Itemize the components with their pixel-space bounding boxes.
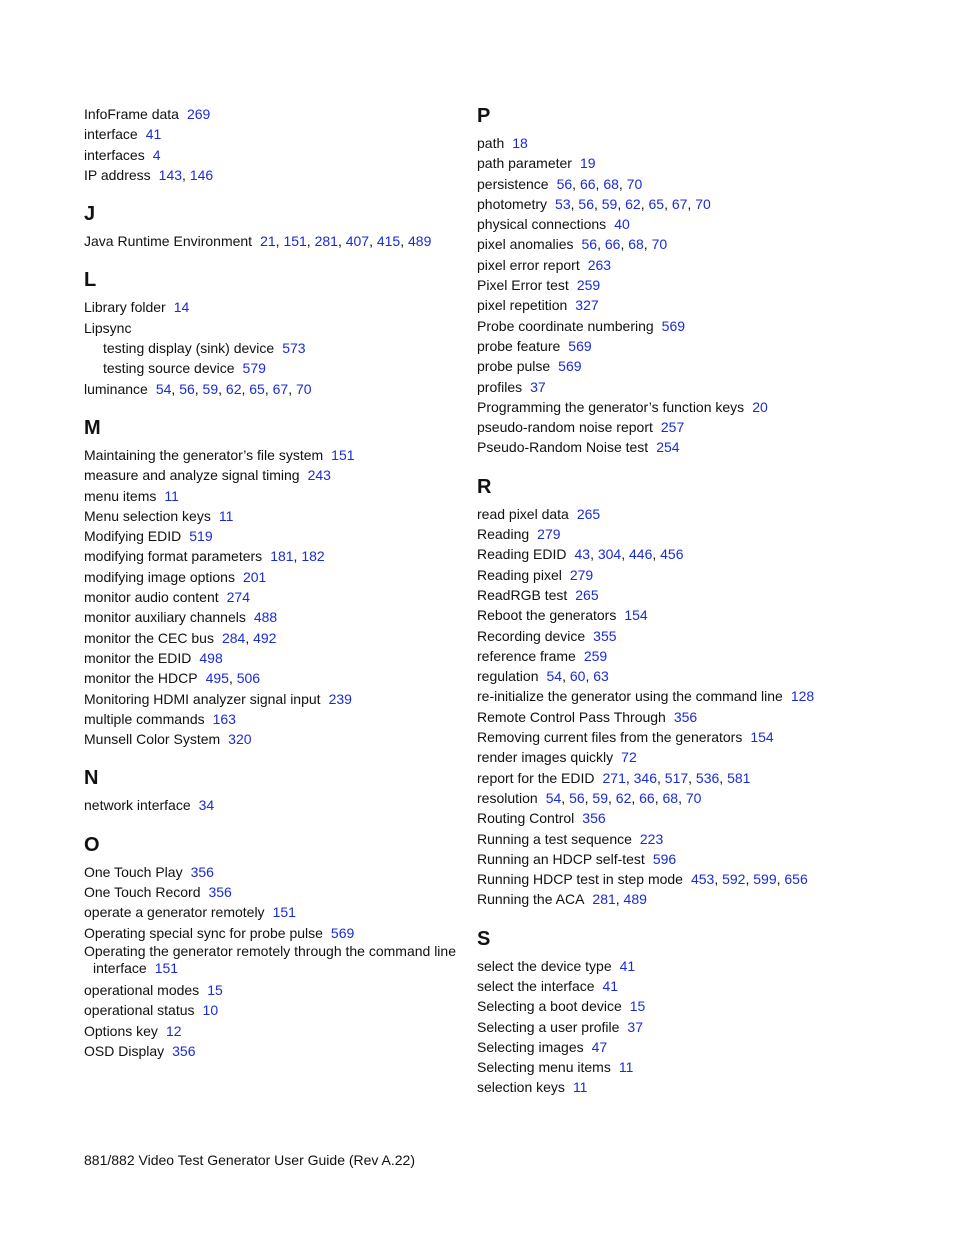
page-link[interactable]: 151: [283, 233, 307, 250]
index-term: ReadRGB test: [477, 586, 568, 603]
index-entry: [84, 526, 464, 546]
index-entry: [477, 1077, 877, 1097]
index-term: modifying image options: [84, 568, 235, 585]
index-term: probe feature: [477, 337, 561, 354]
page-link[interactable]: 72: [621, 749, 637, 766]
index-entry: [84, 729, 464, 749]
index-entry: [477, 133, 877, 153]
page-link[interactable]: 66: [579, 175, 596, 192]
page-link[interactable]: 11: [218, 507, 234, 524]
page-link[interactable]: 68: [628, 236, 644, 253]
page-link[interactable]: 11: [164, 487, 179, 504]
page-link[interactable]: 65: [648, 195, 665, 212]
page-link[interactable]: 356: [172, 1042, 196, 1059]
index-term: Reading EDID: [477, 546, 567, 563]
index-term: select the interface: [477, 977, 595, 994]
index-entry: photometry 53, 56, 59, 62, 65, 67, 70: [477, 195, 711, 212]
page-link[interactable]: 239: [328, 690, 352, 707]
page-link[interactable]: 56: [179, 380, 195, 397]
index-term: persistence: [477, 175, 549, 192]
page-link[interactable]: 269: [186, 106, 211, 122]
index-entry: [477, 417, 877, 437]
index-entry: Running HDCP test in step mode 453, 592, 599, 656: [477, 871, 808, 888]
page-link[interactable]: 70: [295, 380, 312, 397]
page-link[interactable]: 356: [582, 810, 606, 827]
index-entry: [84, 486, 464, 506]
page-link[interactable]: 59: [592, 789, 608, 806]
index-entry: [477, 727, 877, 747]
index-entry: IP address 143, 146: [84, 166, 214, 183]
page-link[interactable]: 15: [629, 998, 646, 1015]
page-link[interactable]: 257: [660, 419, 685, 436]
index-term: Reading: [477, 526, 530, 543]
page-link[interactable]: 453: [690, 871, 715, 888]
index-term: measure and analyze signal timing: [84, 467, 300, 484]
page-link[interactable]: 304: [597, 546, 622, 563]
index-entry: monitor the HDCP 495, 506: [84, 670, 261, 687]
page-link[interactable]: 274: [226, 589, 250, 606]
index-term: Modifying EDID: [84, 528, 182, 545]
index-entry: [477, 336, 877, 356]
index-term: monitor the HDCP: [84, 670, 198, 687]
index-term: multiple commands: [84, 710, 205, 727]
page-link[interactable]: 63: [593, 668, 609, 685]
index-entry: [84, 689, 464, 709]
index-term: reference frame: [477, 647, 576, 664]
page-link[interactable]: 407: [345, 233, 370, 250]
page-link[interactable]: 281: [592, 891, 616, 908]
index-entry: [84, 297, 464, 317]
index-term: Selecting menu items: [477, 1059, 611, 1076]
page-link[interactable]: 281: [314, 233, 338, 250]
page-link[interactable]: 56: [569, 789, 585, 806]
page-link[interactable]: 54: [545, 789, 562, 806]
page-link[interactable]: 62: [625, 195, 641, 212]
index-term: Selecting a boot device: [477, 998, 622, 1015]
index-entry: [84, 145, 464, 165]
index-entry: [84, 795, 464, 815]
index-term: resolution: [477, 789, 538, 806]
page-link[interactable]: 259: [576, 277, 601, 294]
index-term: OSD Display: [84, 1042, 165, 1059]
index-term: Programming the generator’s function keys: [477, 398, 745, 415]
index-term: modifying format parameters: [84, 548, 263, 565]
page-link[interactable]: 151: [154, 959, 179, 976]
page-link[interactable]: 581: [727, 769, 751, 786]
index-entry: [477, 275, 877, 295]
page-link[interactable]: 41: [619, 957, 636, 974]
index-letter-j: J: [84, 203, 96, 226]
page-link[interactable]: 60: [569, 668, 586, 685]
index-entry: [477, 585, 877, 605]
page-link[interactable]: 356: [673, 708, 698, 725]
index-entry: [84, 567, 464, 587]
page-link[interactable]: 43: [574, 546, 591, 563]
index-entry: [84, 648, 464, 668]
page-link[interactable]: 279: [537, 526, 561, 543]
index-term: Monitoring HDMI analyzer signal input: [84, 690, 321, 707]
index-entry: [477, 437, 877, 457]
index-entry: [84, 923, 464, 943]
page-link[interactable]: 54: [155, 380, 172, 397]
index-term: pixel repetition: [477, 297, 568, 314]
page-link[interactable]: 70: [651, 236, 668, 253]
page-footer: 881/882 Video Test Generator User Guide (Rev A.22): [84, 1152, 416, 1168]
index-entry: [477, 397, 877, 417]
page-link[interactable]: 70: [695, 195, 711, 212]
index-entry: [477, 747, 877, 767]
index-entry: [84, 104, 464, 124]
page-link[interactable]: 56: [581, 236, 598, 253]
page-link[interactable]: 492: [253, 629, 277, 646]
index-term: Running HDCP test in step mode: [477, 871, 683, 888]
page-link[interactable]: 11: [572, 1079, 588, 1096]
index-letter-r: R: [477, 475, 492, 498]
index-entry: [477, 808, 877, 828]
page-link[interactable]: 68: [603, 175, 619, 192]
page-link[interactable]: 320: [228, 731, 252, 748]
index-entry: [84, 882, 464, 902]
index-term: Reading pixel: [477, 566, 562, 583]
index-term: report for the EDID: [477, 769, 595, 786]
page-link[interactable]: 56: [578, 195, 594, 212]
index-term: pseudo-random noise report: [477, 419, 653, 436]
index-entry: [84, 358, 464, 378]
index-term: path: [477, 135, 505, 151]
page-link[interactable]: 415: [376, 233, 401, 250]
page-link[interactable]: 346: [633, 769, 657, 786]
index-term: Operating the generator remotely through the command line interface: [84, 942, 456, 976]
page-link[interactable]: 573: [282, 340, 306, 357]
index-entry: monitor the CEC bus 284, 492: [84, 629, 277, 646]
page-link[interactable]: 18: [512, 135, 528, 151]
index-entry: [477, 524, 877, 544]
index-entry: [477, 295, 877, 315]
page-link[interactable]: 53: [555, 195, 571, 212]
index-term: interfaces: [84, 146, 145, 163]
page-link[interactable]: 37: [530, 378, 546, 395]
page-link[interactable]: 10: [202, 1002, 219, 1019]
index-term: Recording device: [477, 627, 586, 644]
index-entry: [477, 565, 877, 585]
page-link[interactable]: 59: [202, 380, 219, 397]
page-link[interactable]: 62: [615, 789, 632, 806]
index-entry: resolution 54, 56, 59, 62, 66, 68, 70: [477, 789, 702, 806]
index-term: One Touch Record: [84, 884, 201, 901]
page-link[interactable]: 21: [260, 233, 276, 250]
index-entry: report for the EDID 271, 346, 517, 536, 581: [477, 769, 751, 786]
page-link[interactable]: 223: [639, 830, 664, 847]
page-link[interactable]: 14: [173, 299, 190, 316]
index-entry: [477, 626, 877, 646]
index-term: photometry: [477, 195, 548, 212]
index-term: menu items: [84, 487, 157, 504]
page-link[interactable]: 446: [629, 546, 653, 563]
page-link[interactable]: 20: [752, 398, 768, 415]
index-term: Reboot the generators: [477, 607, 617, 624]
page-link[interactable]: 19: [579, 155, 596, 172]
index-entry: [84, 465, 464, 485]
page-link[interactable]: 41: [145, 126, 162, 143]
page-link[interactable]: 656: [784, 871, 808, 888]
page-link[interactable]: 536: [695, 769, 720, 786]
page-link[interactable]: 11: [618, 1059, 634, 1076]
page-link[interactable]: 151: [272, 904, 296, 921]
page-link[interactable]: 56: [556, 175, 573, 192]
index-term: luminance: [84, 380, 148, 397]
index-entry: [84, 709, 464, 729]
index-entry: [477, 1017, 877, 1037]
index-term: Maintaining the generator’s file system: [84, 446, 324, 463]
page-link[interactable]: 579: [242, 360, 266, 377]
index-term: monitor the CEC bus: [84, 629, 214, 646]
index-entry: [84, 338, 464, 358]
page-link[interactable]: 489: [408, 233, 432, 250]
index-term: operational modes: [84, 981, 200, 998]
index-entry: [84, 1000, 464, 1020]
index-column-right: [477, 104, 877, 1098]
page-link[interactable]: 66: [639, 789, 655, 806]
index-entry: [477, 1037, 877, 1057]
index-entry: [477, 605, 877, 625]
index-entry: Running the ACA 281, 489: [477, 891, 647, 908]
index-entry: [477, 976, 877, 996]
page-link[interactable]: 569: [330, 924, 355, 941]
index-term: Running the ACA: [477, 891, 585, 908]
index-term: testing display (sink) device: [103, 340, 275, 357]
index-term: monitor audio content: [84, 589, 219, 606]
index-entry: Java Runtime Environment 21, 151, 281, 407, 415, 489: [84, 233, 432, 250]
index-entry: [84, 445, 464, 465]
page-link[interactable]: 259: [583, 647, 608, 664]
index-entry: [477, 504, 877, 524]
page-link[interactable]: 15: [207, 981, 223, 998]
index-entry: [477, 356, 877, 376]
index-letter-n: N: [84, 767, 99, 790]
page-link[interactable]: 569: [558, 358, 582, 375]
index-term: Pixel Error test: [477, 277, 569, 294]
index-term: Remote Control Pass Through: [477, 708, 666, 725]
page-link[interactable]: 488: [253, 609, 278, 626]
index-term: Library folder: [84, 299, 166, 316]
index-term: Lipsync: [84, 319, 132, 336]
index-letter-p: P: [477, 105, 491, 127]
index-term: Selecting a user profile: [477, 1018, 620, 1035]
index-entry: luminance 54, 56, 59, 62, 65, 67, 70: [84, 380, 312, 397]
page-link[interactable]: 62: [225, 380, 242, 397]
page-link[interactable]: 279: [569, 566, 594, 583]
index-term: render images quickly: [477, 749, 614, 766]
index-entry: modifying format parameters 181, 182: [84, 548, 325, 565]
page-link[interactable]: 265: [576, 505, 601, 522]
index-entry: [84, 943, 464, 977]
index-term: operate a generator remotely: [84, 904, 265, 921]
index-term: path parameter: [477, 155, 572, 172]
page-link[interactable]: 498: [199, 649, 223, 666]
page-link[interactable]: 355: [593, 627, 617, 644]
page-link[interactable]: 495: [205, 670, 229, 687]
page-link[interactable]: 154: [750, 729, 774, 746]
index-entry: [477, 829, 877, 849]
index-term: Munsell Color System: [84, 731, 221, 748]
page-link[interactable]: 34: [198, 797, 215, 814]
page-link[interactable]: 146: [189, 166, 214, 183]
index-term: network interface: [84, 797, 191, 814]
index-entry: [84, 506, 464, 526]
index-entry: [84, 1021, 464, 1041]
index-term: operational status: [84, 1002, 195, 1019]
page-link[interactable]: 54: [546, 668, 563, 685]
index-entry: [84, 902, 464, 922]
page-link[interactable]: 201: [242, 568, 267, 585]
page-link[interactable]: 128: [790, 688, 815, 705]
index-entry: [477, 707, 877, 727]
index-term: IP address: [84, 166, 151, 183]
page-link[interactable]: 59: [601, 195, 618, 212]
page-link[interactable]: 596: [652, 850, 677, 867]
index-letter-l: L: [84, 269, 97, 292]
index-term: InfoFrame data: [84, 106, 179, 122]
index-entry: [477, 214, 877, 234]
index-term: Routing Control: [477, 810, 575, 827]
page-link[interactable]: 181: [270, 548, 294, 565]
index-term: read pixel data: [477, 505, 569, 522]
index-term: monitor auxiliary channels: [84, 609, 246, 626]
index-entry: [477, 956, 877, 976]
page-link[interactable]: 284: [221, 629, 246, 646]
index-term: pixel error report: [477, 256, 580, 273]
index-term: testing source device: [103, 360, 235, 377]
index-entry: [477, 1057, 877, 1077]
page-link[interactable]: 47: [591, 1038, 608, 1055]
index-term: Running a test sequence: [477, 830, 632, 847]
index-term: Probe coordinate numbering: [477, 317, 654, 334]
page-link[interactable]: 356: [208, 884, 232, 901]
page-link[interactable]: 68: [662, 789, 679, 806]
index-term: selection keys: [477, 1079, 565, 1096]
page-link[interactable]: 599: [753, 871, 777, 888]
page-link[interactable]: 70: [626, 175, 643, 192]
page-link[interactable]: 37: [627, 1018, 643, 1035]
page-link[interactable]: 4: [152, 146, 161, 163]
index-entry: Reading EDID 43, 304, 446, 456: [477, 546, 684, 563]
index-term: Running an HDCP self-test: [477, 850, 645, 867]
index-term: Menu selection keys: [84, 507, 211, 524]
page-link[interactable]: 151: [331, 446, 355, 463]
index-term: Removing current files from the generators: [477, 729, 743, 746]
index-term: pixel anomalies: [477, 236, 574, 253]
index-term: probe pulse: [477, 358, 551, 375]
index-letter-s: S: [477, 927, 491, 950]
index-column-left: [84, 104, 464, 1061]
index-entry: [477, 996, 877, 1016]
index-term: Selecting images: [477, 1038, 584, 1055]
index-entry: [84, 318, 464, 338]
page-link[interactable]: 519: [189, 528, 213, 545]
index-entry: persistence 56, 66, 68, 70: [477, 175, 643, 192]
index-entry: [84, 587, 464, 607]
page-link[interactable]: 263: [587, 256, 612, 273]
page-link[interactable]: 506: [236, 670, 261, 687]
index-term: Pseudo-Random Noise test: [477, 439, 649, 456]
page-link[interactable]: 67: [272, 380, 289, 397]
page-link[interactable]: 163: [212, 710, 236, 727]
page-link[interactable]: 41: [602, 977, 619, 994]
index-entry: [477, 153, 877, 173]
index-entry: [477, 316, 877, 336]
page-link[interactable]: 517: [664, 769, 689, 786]
index-entry: [84, 862, 464, 882]
page-link[interactable]: 265: [575, 586, 599, 603]
index-term: regulation: [477, 668, 539, 685]
page-link[interactable]: 65: [249, 380, 265, 397]
index-term: Java Runtime Environment: [84, 233, 253, 250]
page-link[interactable]: 70: [685, 789, 702, 806]
page-link[interactable]: 327: [575, 297, 599, 314]
index-term: Options key: [84, 1022, 158, 1039]
index-term: monitor the EDID: [84, 649, 192, 666]
page-link[interactable]: 456: [660, 546, 684, 563]
index-entry: [477, 646, 877, 666]
index-entry: [477, 255, 877, 275]
index-term: select the device type: [477, 957, 612, 974]
index-letter-m: M: [84, 416, 101, 439]
page-link[interactable]: 66: [604, 236, 621, 253]
index-entry: [84, 607, 464, 627]
page-link[interactable]: 67: [671, 195, 688, 212]
page-link[interactable]: 182: [301, 548, 325, 565]
index-entry: [84, 980, 464, 1000]
page-link[interactable]: 356: [190, 863, 214, 880]
index-term: One Touch Play: [84, 863, 183, 880]
page-link[interactable]: 254: [656, 439, 680, 456]
index-term: interface: [84, 126, 138, 143]
index-entry: [477, 849, 877, 869]
index-term: profiles: [477, 378, 523, 395]
page-link[interactable]: 489: [623, 891, 647, 908]
index-entry: [84, 124, 464, 144]
index-term: re-initialize the generator using the command line: [477, 688, 783, 705]
index-letter-o: O: [84, 833, 100, 856]
page-link[interactable]: 569: [568, 337, 592, 354]
index-entry: [477, 377, 877, 397]
index-term: physical connections: [477, 216, 607, 233]
page-link[interactable]: 243: [307, 467, 331, 484]
index-entry: pixel anomalies 56, 66, 68, 70: [477, 236, 668, 253]
index-entry: regulation 54, 60, 63: [477, 668, 609, 685]
index-entry: [477, 686, 877, 706]
index-term: Operating special sync for probe pulse: [84, 924, 323, 941]
index-entry: [84, 1041, 464, 1061]
page-link[interactable]: 154: [624, 607, 648, 624]
page-link[interactable]: 12: [165, 1022, 182, 1039]
page-link[interactable]: 40: [614, 216, 630, 233]
page-link[interactable]: 569: [661, 317, 686, 334]
page-link[interactable]: 143: [158, 166, 183, 183]
page-link[interactable]: 271: [602, 769, 626, 786]
page-link[interactable]: 592: [722, 871, 746, 888]
